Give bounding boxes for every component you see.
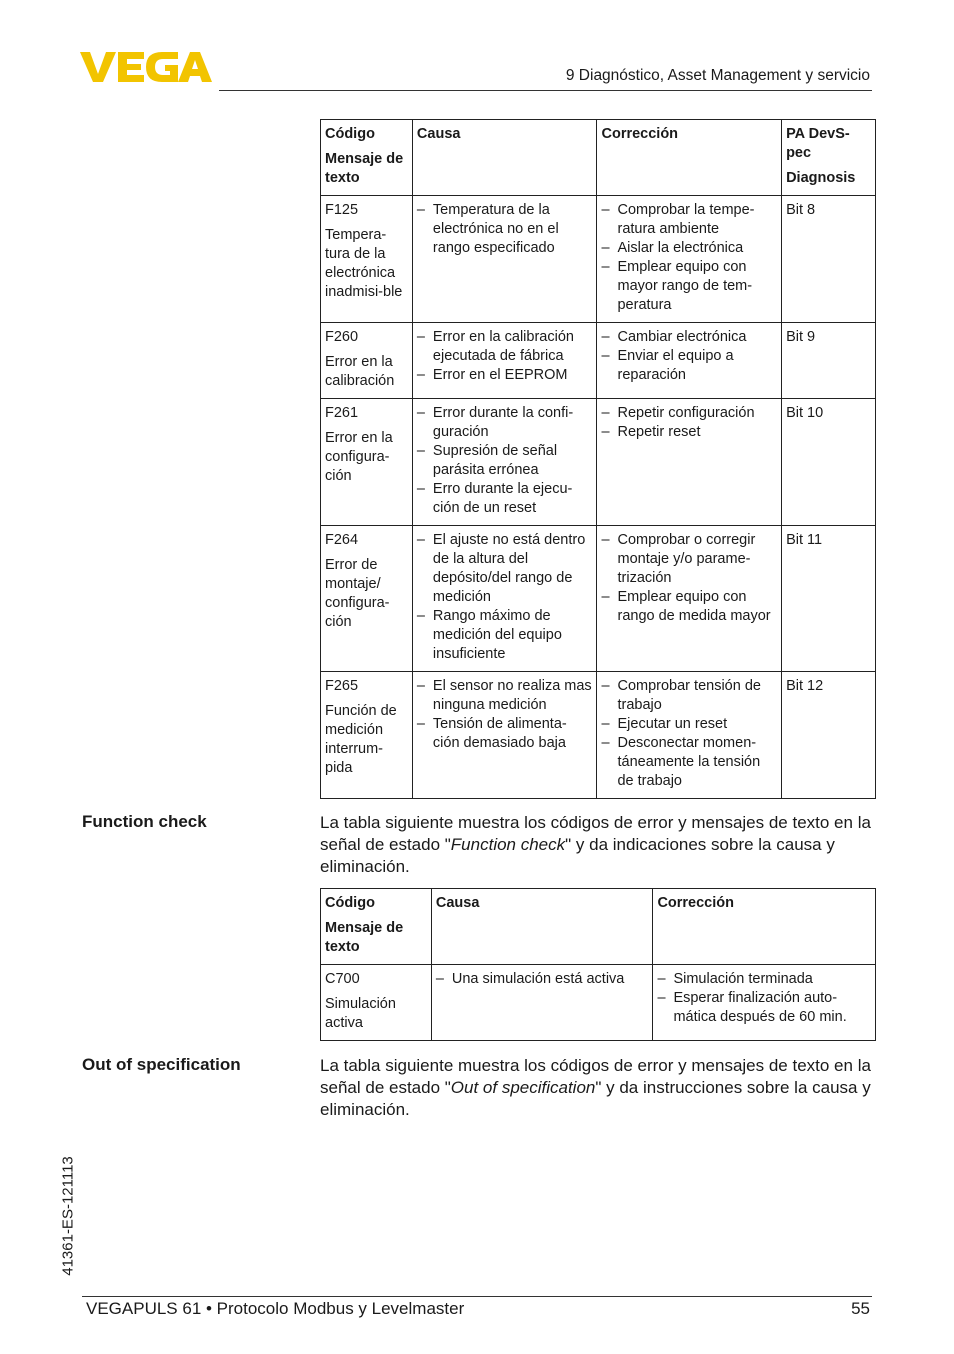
error-codes-table [320,119,876,799]
out-of-spec-label: Out of specification [82,1055,241,1074]
cause-item: – El sensor no realiza mas ninguna medición [417,677,593,715]
correction-cell [597,526,782,672]
cause-item: – Erro durante la ejecu-ción de un reset [417,480,593,518]
header-correction: Corrección [597,120,782,196]
correction-item: – Enviar el equipo a reparación [601,347,777,385]
error-code: F265 [325,678,359,694]
error-message: Tempera-tura de la electrónica inadmisi-ble [325,227,403,300]
cause-item: – Temperatura de la electrónica no en el rango especificado [417,201,593,258]
cause-item: – Rango máximo de medición del equipo insuficiente [417,607,593,664]
code-cell [321,672,413,799]
cause-item: – Tensión de alimenta-ción demasiado baja [417,715,593,753]
table-header-row [321,889,876,965]
header-code: Código [325,895,375,911]
correction-item: – Cambiar electrónica [601,328,777,347]
header-message: Mensaje de texto [325,151,404,186]
code-cell [321,196,413,323]
table-header-row [321,120,876,196]
correction-item: – Comprobar tensión de trabajo [601,677,777,715]
cause-item: – El ajuste no está dentro de la altura del depósito/del rango de medición [417,531,593,607]
error-message: Simulación activa [325,996,396,1031]
header-code: Código [325,126,375,142]
correction-cell [597,399,782,526]
correction-item: – Ejecutar un reset [601,715,777,734]
cause-item: – Error en el EEPROM [417,366,593,385]
correction-item: – Emplear equipo con mayor rango de tem-peratura [601,258,777,315]
document-id: 41361-ES-121113 [59,1156,77,1276]
page-number: 55 [851,1299,870,1318]
error-message: Error en la configura-ción [325,430,393,484]
status-term: Function check [450,835,566,854]
correction-item: – Esperar finalización auto-mática después de 60 min. [657,989,871,1027]
cause-item: – Supresión de señal parásita errónea [417,442,593,480]
paragraph-text: " y da instrucciones sobre la causa y eliminación. [320,1078,871,1119]
bit-cell: Bit 11 [782,526,876,672]
paragraph-text: " y da indicaciones sobre la causa y eliminación. [320,835,835,876]
correction-cell [597,323,782,399]
error-code: F261 [325,405,359,421]
error-code: F125 [325,202,359,218]
bit-cell: Bit 10 [782,399,876,526]
header-rule [219,90,872,91]
header-code-cell [321,889,432,965]
error-message: Error en la calibración [325,354,395,389]
cause-cell [431,965,653,1041]
paragraph-text: La tabla siguiente muestra los códigos de error y mensajes de texto en la señal de estado " [320,813,871,854]
cause-item: – Error en la calibración ejecutada de fábrica [417,328,593,366]
function-check-label: Function check [82,812,207,831]
table-row [321,672,876,799]
cause-cell [412,526,597,672]
table-row [321,196,876,323]
cause-item: – Error durante la confi-guración [417,404,593,442]
header-cause: Causa [431,889,653,965]
table-row [321,965,876,1041]
correction-item: – Comprobar o corregir montaje y/o parame-trización [601,531,777,588]
correction-item: – Repetir reset [601,423,777,442]
bit-cell: Bit 8 [782,196,876,323]
error-code: F264 [325,532,359,548]
bit-cell: Bit 12 [782,672,876,799]
error-message: Error de montaje/ configura-ción [325,557,390,630]
footer-rule [82,1296,872,1297]
header-section-title: 9 Diagnóstico, Asset Management y servicio [565,67,870,84]
correction-item: – Aislar la electrónica [601,239,777,258]
code-cell [321,323,413,399]
code-cell [321,965,432,1041]
correction-item: – Desconectar momen-táneamente la tensión de trabajo [601,734,777,791]
footer-title: VEGAPULS 61 • Protocolo Modbus y Levelmaster [86,1299,465,1318]
error-code: C700 [325,971,360,987]
cause-cell [412,323,597,399]
error-message: Función de medición interrum-pida [325,703,397,776]
table-row [321,323,876,399]
function-check-table [320,888,876,1041]
correction-cell [597,196,782,323]
table-row [321,526,876,672]
paragraph-text: La tabla siguiente muestra los códigos de error y mensajes de texto en la señal de estado " [320,1056,871,1097]
vega-logo [80,50,212,84]
cause-cell [412,196,597,323]
cause-item: – Una simulación está activa [436,970,649,989]
cause-cell [412,672,597,799]
cause-cell [412,399,597,526]
correction-cell [597,672,782,799]
code-cell [321,399,413,526]
header-cause: Causa [412,120,597,196]
out-of-spec-paragraph [320,1055,872,1121]
header-diagnosis: Diagnosis [786,170,856,186]
header-code-cell [321,120,413,196]
header-pa-devspec: PA DevS-pec [786,126,850,161]
correction-cell [653,965,876,1041]
status-term: Out of specification [450,1078,596,1097]
header-pa-cell [782,120,876,196]
error-code: F260 [325,329,359,345]
correction-item: – Emplear equipo con rango de medida mayor [601,588,777,626]
bit-cell: Bit 9 [782,323,876,399]
correction-item: – Repetir configuración [601,404,777,423]
correction-item: – Comprobar la tempe-ratura ambiente [601,201,777,239]
code-cell [321,526,413,672]
header-message: Mensaje de texto [325,920,404,955]
correction-item: – Simulación terminada [657,970,871,989]
table-row [321,399,876,526]
header-correction: Corrección [653,889,876,965]
function-check-paragraph [320,812,872,878]
